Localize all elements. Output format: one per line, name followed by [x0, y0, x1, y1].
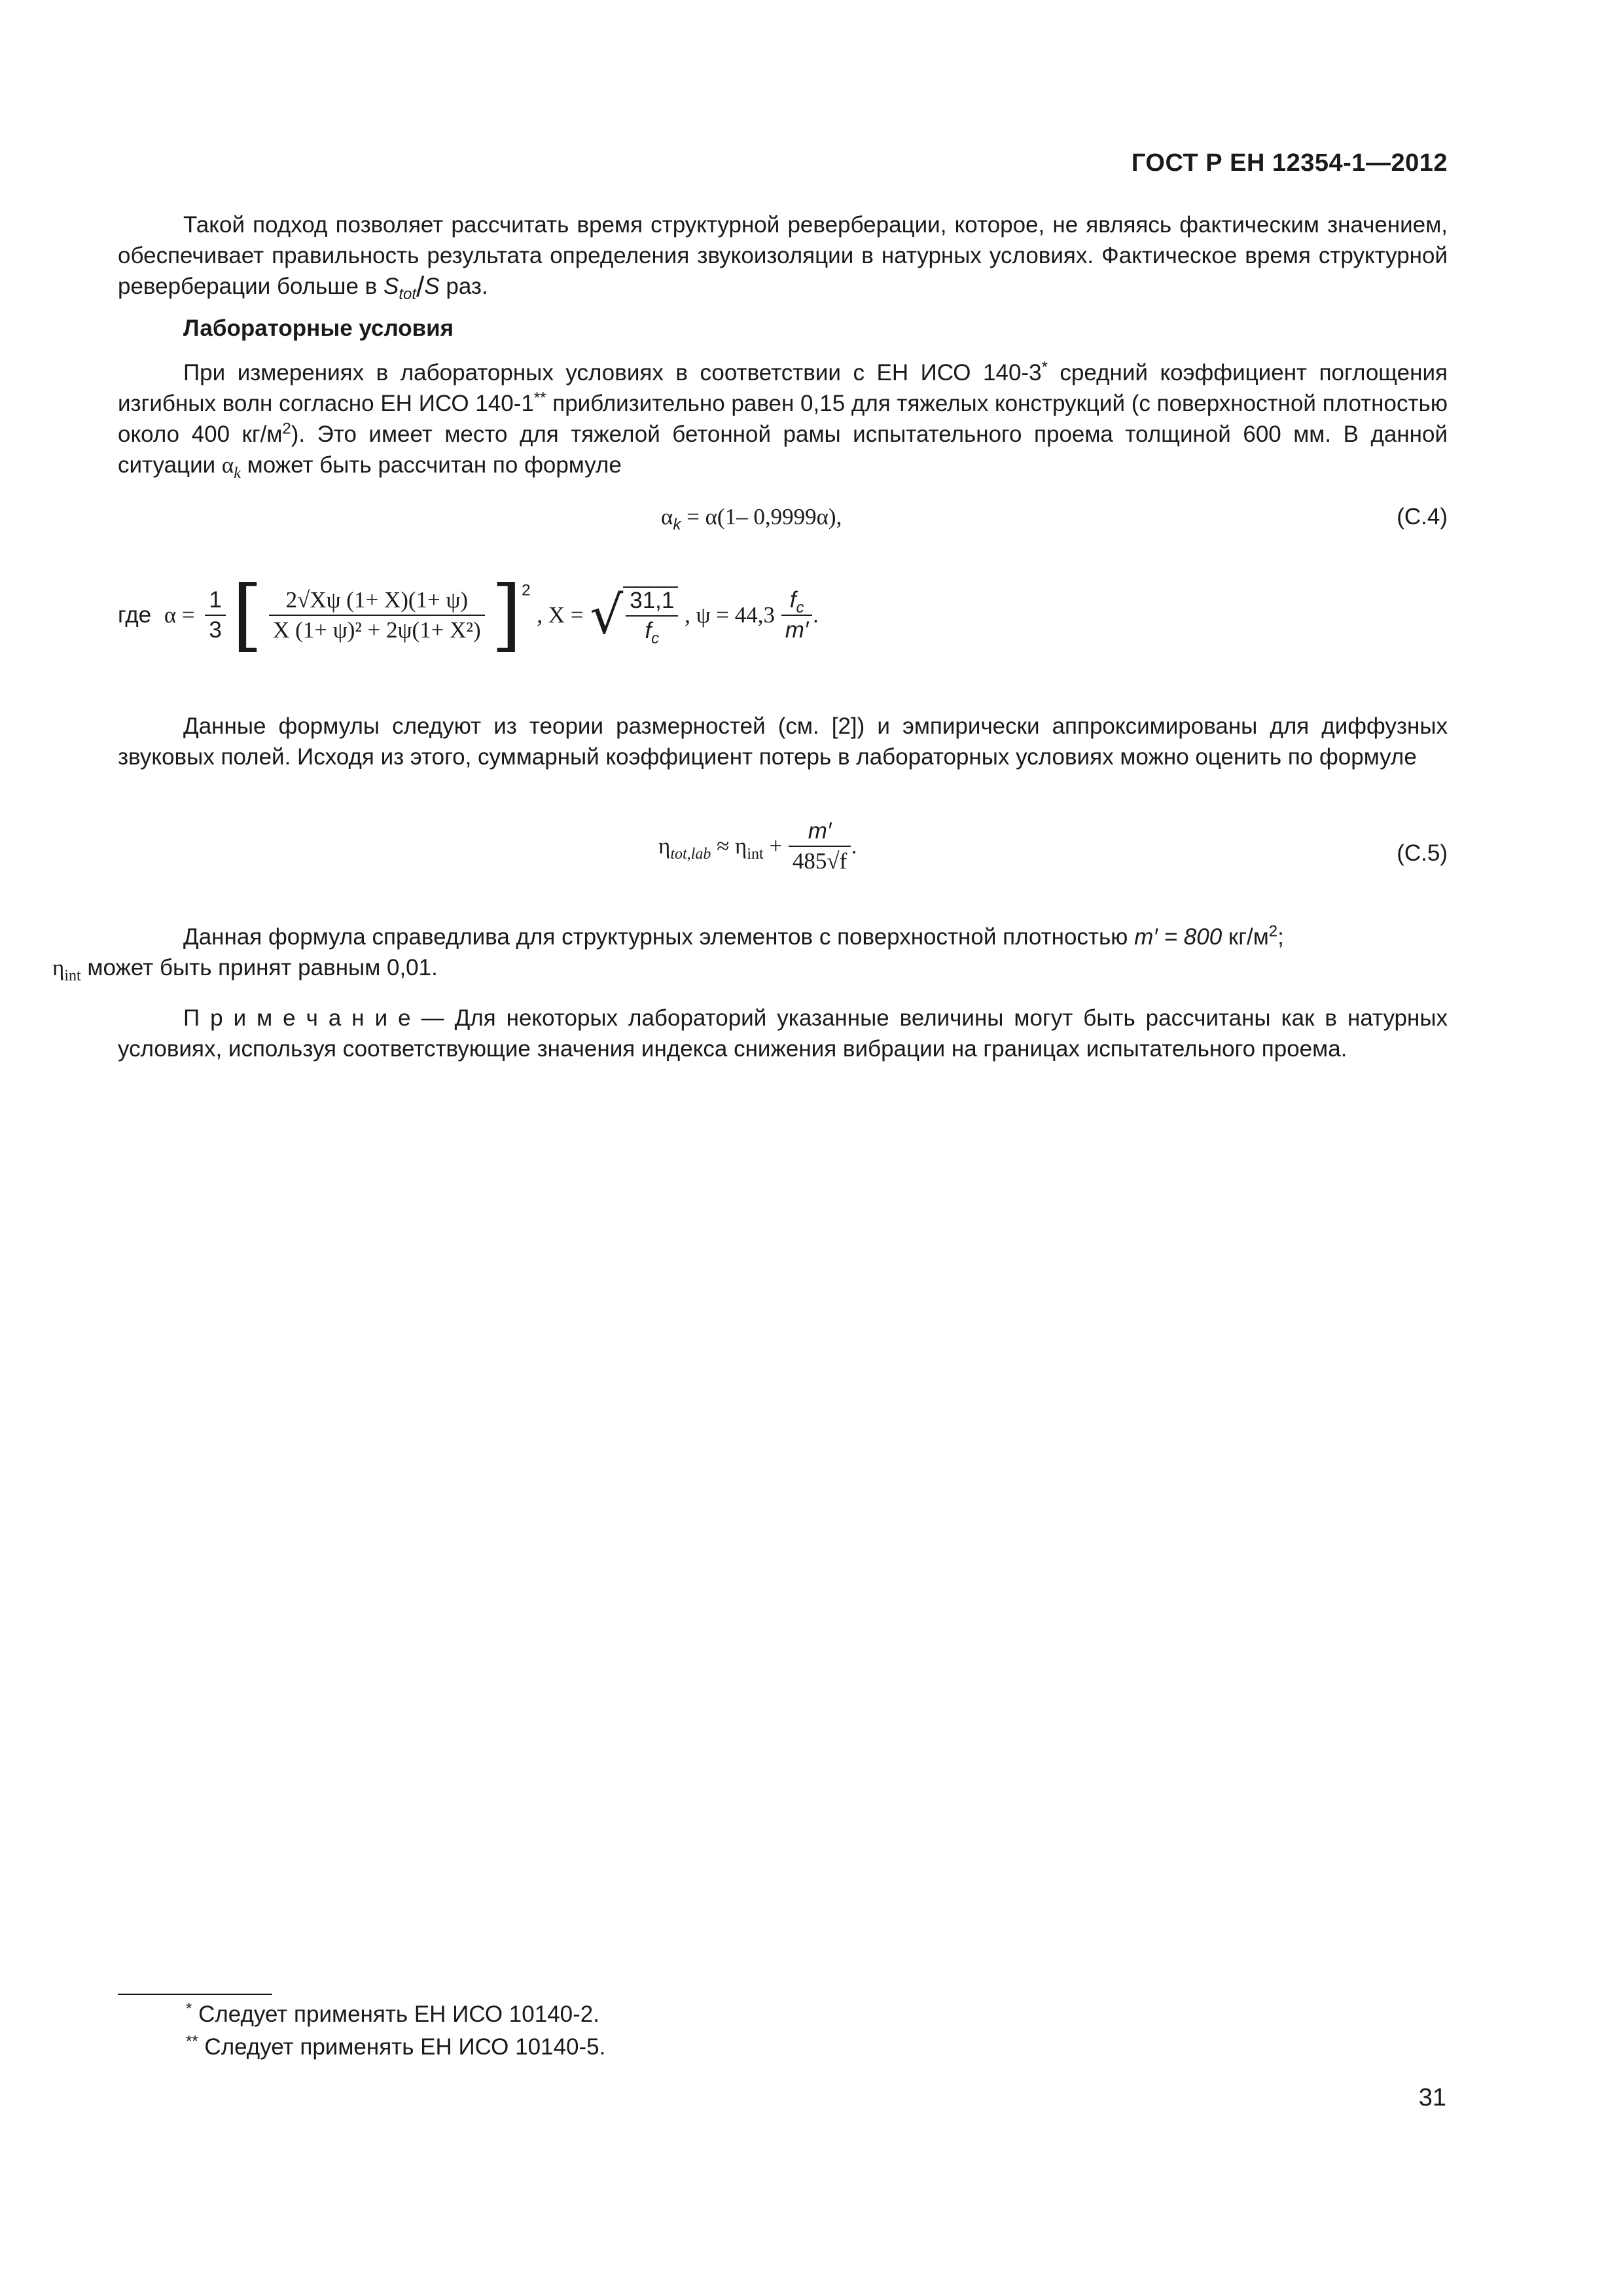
note-text: — Для некоторых лабораторий указанные величины могут быть рассчитаны как в натурных условиях, используя соответствующие значения индекса снижения вибрации на границах испытательного проема.	[118, 1005, 1448, 1062]
footnote-ref-1: *	[1041, 358, 1048, 376]
paragraph-reverb-text: Такой подход позволяет рассчитать время структурной реверберации, которое, не являясь фактическим значением, обеспечивает правильность результата определения звукоизоляции в натурных условиях. Фактическое время структурной реверберации больше в	[118, 212, 1448, 299]
section-heading-lab: Лабораторные условия	[183, 315, 454, 341]
where-word: где	[118, 602, 152, 628]
formula-c4: $\alpha_k = \alpha(1-$ 0,9999α),	[661, 504, 842, 533]
paragraph-reverb: Такой подход позволяет рассчитать время структурной реверберации, которое, не являясь фактическим значением, обеспечивает правильность результата определения звукоизоляции в натурных условиях. Фактическое время структурной реверберации больше в $S_{tot}/S$ раз.	[118, 212, 1448, 303]
ratio-denominator: S	[424, 274, 440, 299]
formula-alpha-definitions: где α = $\frac{1}{3}$ [ $\frac{2√X\psi (1+ X)(1+ \psi)}{\text{X (1+ ψ)² + 2ψ(1+ X²)}}$ ]$^2$ , X = √ $\frac{31,1}{f_c}$ , ψ = 44,3 $\frac{f_c}{m'}$ .	[118, 569, 819, 660]
formula-c5: $\eta_{tot,lab} \approx \eta_{int}$ + $\frac{m'}{485√f}$ .	[658, 818, 858, 874]
footnote-2: ** Следует применять ЕН ИСО 10140-5.	[186, 2032, 606, 2060]
paragraph-lab-conditions: При измерениях в лабораторных условиях в соответствии с ЕН ИСО 140-3* средний коэффициент поглощения изгибных волн согласно ЕН ИСО 140-1** приблизительно равен 0,15 для тяжелых конструкций (с поверхностной плотностью около 400 $кг/м^2$). Это имеет место для тяжелой бетонной рамы испытательного проема толщиной 600 мм. В данной ситуации $\alpha_k$ может быть рассчитан по формуле	[118, 358, 1448, 482]
footnote-separator	[118, 1994, 272, 1995]
fraction-alpha-main: $\frac{2√X\psi (1+ X)(1+ \psi)}{\text{X (1+ ψ)² + 2ψ(1+ X²)}}$	[269, 587, 484, 643]
page-number: 31	[1418, 2084, 1446, 2111]
fraction-one-third: $\frac{1}{3}$	[205, 587, 225, 643]
paragraph-dimensions-theory: Данные формулы следуют из теории размерностей (см. [2]) и эмпирически аппроксимированы для диффузных звуковых полей. Исходя из этого, суммарный коэффициент потерь в лабораторных условиях можно оценить по формуле	[118, 713, 1448, 770]
fraction-c5: $\frac{m'}{485√f}$	[789, 818, 851, 874]
footnote-1: * Следует применять ЕН ИСО 10140-2.	[186, 2000, 599, 2027]
formula-c5-number: (С.5)	[1397, 840, 1448, 866]
paragraph-formula-validity: Данная формула справедлива для структурных элементов с поверхностной плотностью m′ = 800 $кг/м^2$; $\eta_{int}$ может быть принят равным 0,01.	[52, 922, 1284, 984]
note-block	[118, 1003, 1448, 1064]
ratio-numerator: $S_{tot}$	[383, 274, 417, 303]
note-label: П р и м е ч а н и е	[183, 1005, 411, 1031]
paragraph-reverb-tail: раз.	[446, 274, 488, 299]
alpha-k-symbol: $\alpha_k$	[221, 452, 241, 482]
formula-c4-number: (С.4)	[1397, 504, 1448, 529]
fraction-psi-definition: $\frac{f_c}{m'}$	[781, 587, 813, 643]
standard-header: ГОСТ Р ЕН 12354-1—2012	[1131, 149, 1448, 177]
footnote-ref-2: **	[533, 389, 546, 407]
sqrt-x-definition: $\frac{31,1}{f_c}$	[623, 586, 678, 644]
